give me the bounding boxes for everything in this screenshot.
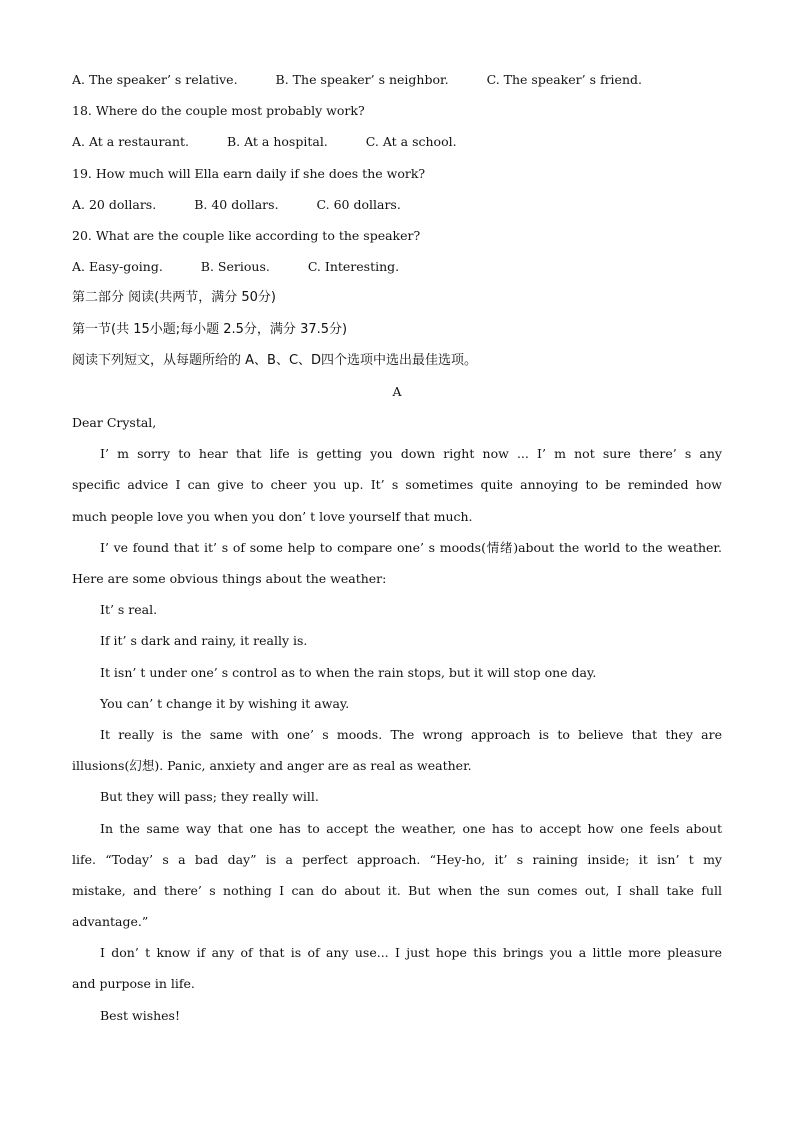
passage-line: It isn’ t under one’ s control as to when the rain stops, but it will stop one day. [100, 664, 597, 680]
reading-instruction: 阅读下列短文，从每题所给的 A、B、C、D四个选项中选出最佳选项。 [72, 352, 478, 368]
q17-option-a: A. The speaker’ s relative. [72, 72, 238, 87]
passage-line: I don’ t know if any of that is of any use... I just hope this brings you a little more pleasure [100, 945, 722, 961]
passage-line: advantage.” [72, 914, 149, 930]
letter-closing: Best wishes! [100, 1007, 180, 1023]
q18-option-b: B. At a hospital. [226, 134, 328, 150]
letter-salutation: Dear Crystal, [72, 415, 157, 431]
passage-line: I’ ve found that it’ s of some help to compare one’ s moods(情绪)about the world to the weather. [100, 539, 722, 555]
q20-question: 20. What are the couple like according to the speaker? [72, 227, 421, 243]
passage-line: much people love you when you don’ t love yourself that much. [72, 508, 473, 524]
passage-label: A [392, 383, 402, 399]
section1-heading: 第一节(共 15小题;每小题 2.5分，满分 37.5分) [72, 321, 348, 337]
passage-line: It’ s real. [100, 602, 158, 618]
q20-options [72, 251, 722, 282]
passage-line: You can’ t change it by wishing it away. [100, 695, 350, 711]
passage-line: I’ m sorry to hear that life is getting you down right now ... I’ m not sure there’ s any [100, 446, 722, 462]
passage-line: Here are some obvious things about the weather: [72, 571, 387, 586]
q17-options [72, 64, 722, 95]
part2-heading: 第二部分 阅读(共两节，满分 50分) [72, 290, 276, 306]
q19-option-a: A. 20 dollars. [72, 196, 157, 212]
passage-line: illusions(幻想). Panic, anxiety and anger are as real as weather. [72, 758, 472, 774]
q19-option-b: B. 40 dollars. [194, 196, 279, 212]
q17-option-c: C. The speaker’ s friend. [486, 72, 642, 87]
q18-question: 18. Where do the couple most probably work? [72, 103, 365, 119]
q18-option-a: A. At a restaurant. [72, 134, 189, 150]
passage-line: If it’ s dark and rainy, it really is. [100, 633, 308, 649]
q18-options [72, 126, 722, 157]
q20-option-a: A. Easy-going. [72, 259, 163, 275]
passage-line: specific advice I can give to cheer you up. It’ s sometimes quite annoying to be reminded how [72, 477, 722, 493]
passage-line: mistake, and there’ s nothing I can do about it. But when the sun comes out, I shall take full [72, 882, 722, 898]
q20-option-b: B. Serious. [200, 259, 270, 275]
q19-question: 19. How much will Ella earn daily if she does the work? [72, 165, 426, 181]
q19-options [72, 189, 722, 220]
passage-line: But they will pass; they really will. [100, 789, 319, 805]
q17-option-b: B. The speaker’ s neighbor. [275, 72, 449, 87]
passage-line: It really is the same with one’ s moods. The wrong approach is to believe that they are [100, 726, 722, 742]
q19-option-c: C. 60 dollars. [316, 196, 401, 212]
passage-line: and purpose in life. [72, 976, 195, 992]
passage-line: life. “Today’ s a bad day” is a perfect approach. “Hey-ho, it’ s raining inside; it isn’ t my [72, 851, 722, 867]
passage-line: In the same way that one has to accept the weather, one has to accept how one feels about [100, 820, 722, 836]
q18-option-c: C. At a school. [365, 134, 457, 150]
q20-option-c: C. Interesting. [307, 259, 400, 275]
